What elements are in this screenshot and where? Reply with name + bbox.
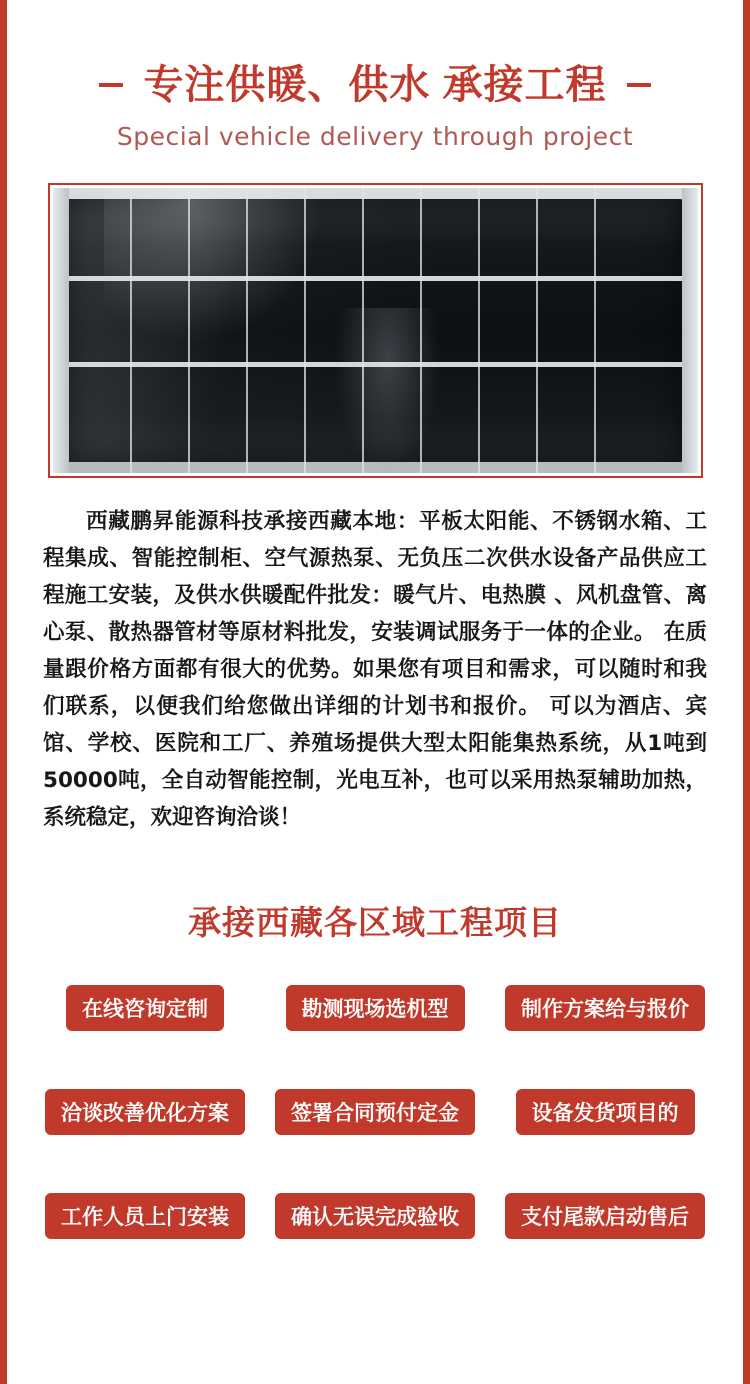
step-item-7[interactable]: 工作人员上门安装 <box>45 1193 245 1239</box>
panel-gridline <box>420 188 422 473</box>
panel-crossbar-bottom <box>53 362 698 367</box>
panel-gridline <box>478 188 480 473</box>
step-item-8[interactable]: 确认无误完成验收 <box>275 1193 475 1239</box>
step-item-2[interactable]: 勘测现场选机型 <box>286 985 465 1031</box>
step-item-6[interactable]: 设备发货项目的 <box>516 1089 695 1135</box>
solar-panel-graphic <box>65 199 684 461</box>
dash-left-icon <box>99 83 123 87</box>
page-subtitle: Special vehicle delivery through project <box>116 122 634 151</box>
panel-gridline <box>594 188 596 473</box>
headline-row <box>7 62 743 108</box>
service-steps-grid <box>41 984 709 1240</box>
company-description: 西藏鹏昇能源科技承接西藏本地：平板太阳能、不锈钢水箱、工程集成、智能控制柜、空气源热泵、无负压二次供水设备产品供应工程施工安装，及供水供暖配件批发：暖气片、电热膜 、风机盘管、离心泵、散热器管材等原材料批发，安装调试服务于一体的企业。 在质量跟价格方面都有很大的优势。如果您有项目和需求，可以随时和我们联系，以便我们给您做出详细的计划书和报价。 可以为酒店、宾馆、学校、医院和工厂、养殖场提供大型太阳能集热系统，从1吨到50000吨，全自动智能控制，光电互补，也可以采用热泵辅助加热，系统稳定，欢迎咨询洽谈！ <box>43 509 707 830</box>
step-item-9[interactable]: 支付尾款启动售后 <box>505 1193 705 1239</box>
page-title: 专注供暖、供水 承接工程 <box>143 63 607 107</box>
panel-gridline <box>362 188 364 473</box>
panel-gridline <box>130 188 132 473</box>
hero-image-frame <box>48 183 703 478</box>
step-item-4[interactable]: 洽谈改善优化方案 <box>45 1089 245 1135</box>
dash-right-icon <box>627 83 651 87</box>
panel-gridline <box>304 188 306 473</box>
hero-image <box>53 188 698 473</box>
step-item-3[interactable]: 制作方案给与报价 <box>505 985 705 1031</box>
step-item-1[interactable]: 在线咨询定制 <box>66 985 224 1031</box>
panel-frame-right <box>682 188 698 473</box>
panel-gridline <box>188 188 190 473</box>
panel-crossbar-top <box>53 276 698 281</box>
page-header <box>7 0 743 151</box>
section-title: 承接西藏各区域工程项目 <box>188 903 562 941</box>
panel-gridline <box>246 188 248 473</box>
step-item-5[interactable]: 签署合同预付定金 <box>275 1089 475 1135</box>
panel-frame-left <box>53 188 69 473</box>
panel-gridline <box>536 188 538 473</box>
